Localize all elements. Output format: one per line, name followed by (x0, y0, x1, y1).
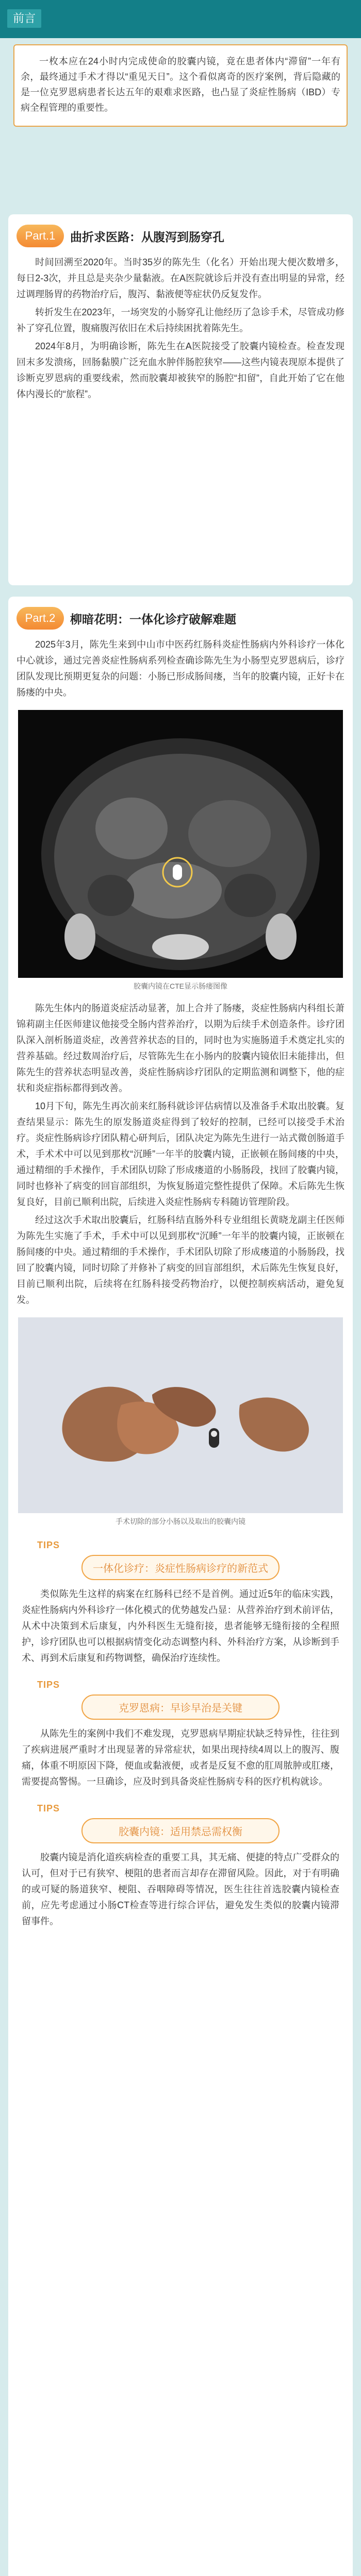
part2-section (8, 597, 353, 2576)
part2-body (8, 637, 353, 1942)
part2-paragraph: 10月下旬，陈先生再次前来红肠科就诊评估病情以及准备手术取出胶囊。复查结果显示：陈先生的原发肠道炎症得到了较好的控制，已经可以接受手术治疗。炎症性肠病诊疗团队精心研判后，团队决定为陈先生进行一站式微创肠道手术，手术术中可以见到那枚“沉睡”一年半的胶囊内镜，正嵌顿在肠间瘘的中央，通过精细的手术操作，手术团队切除了形成瘘道的小肠肠段，找回了胶囊内镜，同时也修补了病变的回盲部组织，为恢复肠道完整性提供了保障。术后陈先生恢复良好，目前已顺利出院，后续进入炎症性肠病专科随访管理阶段。 (17, 1101, 344, 1207)
tip-title: 胶囊内镜：适用禁忌需权衡 (81, 1818, 280, 1843)
tip-label: TIPS (37, 1680, 60, 1690)
surgery-specimen-illustration (18, 1317, 343, 1513)
intro-box (13, 44, 348, 127)
tip-label: TIPS (37, 1540, 60, 1550)
surgery-specimen-image (18, 1317, 343, 1513)
part1-body (8, 255, 353, 415)
tip-block (22, 1680, 339, 1790)
ct-caption: 胶囊内镜在CTE显示肠瘘图像 (134, 982, 227, 990)
part1-header (17, 225, 344, 247)
intro-tag: 前言 (7, 9, 41, 28)
tip-text: 胶囊内镜是消化道疾病检查的重要工具，其无痛、便捷的特点广受群众的认可，但对于已有狭窄、梗阻的患者而言却存在滞留风险。因此，对于有明确的或可疑的肠道狭窄、梗阻、吞咽障碍等情况，医生往往首选胶囊内镜检查前，应先考虑通过小肠CT检查等进行综合评估，避免发生类似的胶囊内镜滞留事件。 (22, 1852, 339, 1926)
tip-block (22, 1803, 339, 1929)
tip-text: 从陈先生的案例中我们不难发现，克罗恩病早期症状缺乏特异性，往往到了疾病进展严重时才出现显著的异常症状，如果出现持续4周以上的腹泻、腹痛，体重不明原因下降，便血或黏液便，或者是反复不愈的肛周脓肿或肛瘘，需要提高警惕。一旦确诊，应及时到具备炎症性肠病专科的医疗机构就诊。 (22, 1728, 339, 1787)
part1-pill: Part.1 (17, 225, 64, 247)
part2-pill: Part.2 (17, 607, 64, 630)
part1-paragraph: 转折发生在2023年，一场突发的小肠穿孔让他经历了急诊手术，尽管成功修补了穿孔位置，腹痛腹泻依旧在术后持续困扰着陈先生。 (17, 307, 344, 333)
intro-header (0, 0, 361, 38)
tip-text: 类似陈先生这样的病案在红肠科已经不是首例。通过近5年的临床实践，炎症性肠病内外科诊疗一体化模式的优势越发凸显：从营养治疗到术前评估，从术中决策到术后康复，内外科医生无缝衔接，患者能够无缝衔接的全程照护，诊疗团队也可以根据病情变化动态调整内科、外科治疗方案，从诊断到手术、再到术后康复和药物调整，确保治疗连续性。 (22, 1589, 339, 1663)
part2-paragraph: 2025年3月，陈先生来到中山市中医药红肠科炎症性肠病内外科诊疗一体化中心就诊，通过完善炎症性肠病系列检查确诊陈先生为小肠型克罗恩病后，诊疗团队发现比预期更复杂的问题：小肠已形成肠间瘘，当年的胶囊内镜，正好卡在肠瘘的中央。 (17, 639, 344, 698)
part2-paragraph: 陈先生体内的肠道炎症活动显著，加上合并了肠瘘，炎症性肠病内科组长萧锦莉副主任医师建议他接受全肠内营养治疗，以期为后续手术创造条件。诊疗团队深入剖析肠道炎症，改善营养状态的目的，同时也为实施肠道手术奠定扎实的营养基础。经过数周治疗后，尽管陈先生在小肠内的胶囊内镜依旧未能排出，但陈先生的营养状态明显改善，炎症性肠病诊疗团队的定期监测和调整下，他的症状和炎症指标都得到改善。 (17, 1003, 344, 1093)
part1-paragraph: 时间回溯至2020年。当时35岁的陈先生（化名）开始出现大便次数增多，每日2-3次，并且总是夹杂少量黏液。在A医院就诊后并没有查出明显的异常，经过调理肠胃的药物治疗后，腹泻、黏液便等症状仍反复发作。 (17, 257, 344, 299)
part2-title: 柳暗花明：一体化诊疗破解难题 (70, 612, 236, 626)
part1-title: 曲折求医路：从腹泻到肠穿孔 (70, 230, 224, 244)
part2-paragraph: 经过这次手术取出胶囊后，红肠科结直肠外科专业组组长黄晓龙副主任医师为陈先生实施了手术，手术中可以见到那枚“沉睡”一年半的胶囊内镜，正嵌顿在肠间瘘的中央。通过精细的手术操作，手术团队切除了形成瘘道的小肠肠段，找回了胶囊内镜，同时切除了并修补了病变的回盲部组织，术后陈先生恢复良好，目前已顺利出院，后续将在红肠科接受药物治疗，以便控制疾病活动，避免复发。 (17, 1215, 344, 1305)
ct-scan-illustration (18, 710, 343, 978)
part1-section (8, 214, 353, 585)
tip-block (22, 1540, 339, 1666)
part1-paragraph: 2024年8月，为明确诊断，陈先生在A医院接受了胶囊内镜检查。检查发现回末多发溃疡，回肠黏膜广泛充血水肿伴肠腔狭窄——这些内镜表现原本提供了诊断克罗恩病的重要线索，然而胶囊却被狭窄的肠腔“扣留”，自此开始了它在他体内漫长的“旅程”。 (17, 341, 344, 399)
part2-header (17, 607, 344, 630)
surgery-caption: 手术切除的部分小肠以及取出的胶囊内镜 (116, 1517, 245, 1526)
tip-title: 一体化诊疗：炎症性肠病诊疗的新范式 (81, 1555, 280, 1580)
intro-text: 一枚本应在24小时内完成使命的胶囊内镜，竟在患者体内“滞留”一年有余，最终通过手术才得以“重见天日”。这个看似离奇的医疗案例，背后隐藏的是一位克罗恩病患者长达五年的艰难求医路，也凸显了炎症性肠病（IBD）专病全程管理的重要性。 (21, 56, 340, 113)
tip-title: 克罗恩病：早诊早治是关键 (81, 1694, 280, 1720)
ct-scan-image (18, 710, 343, 978)
tip-label: TIPS (37, 1803, 60, 1814)
